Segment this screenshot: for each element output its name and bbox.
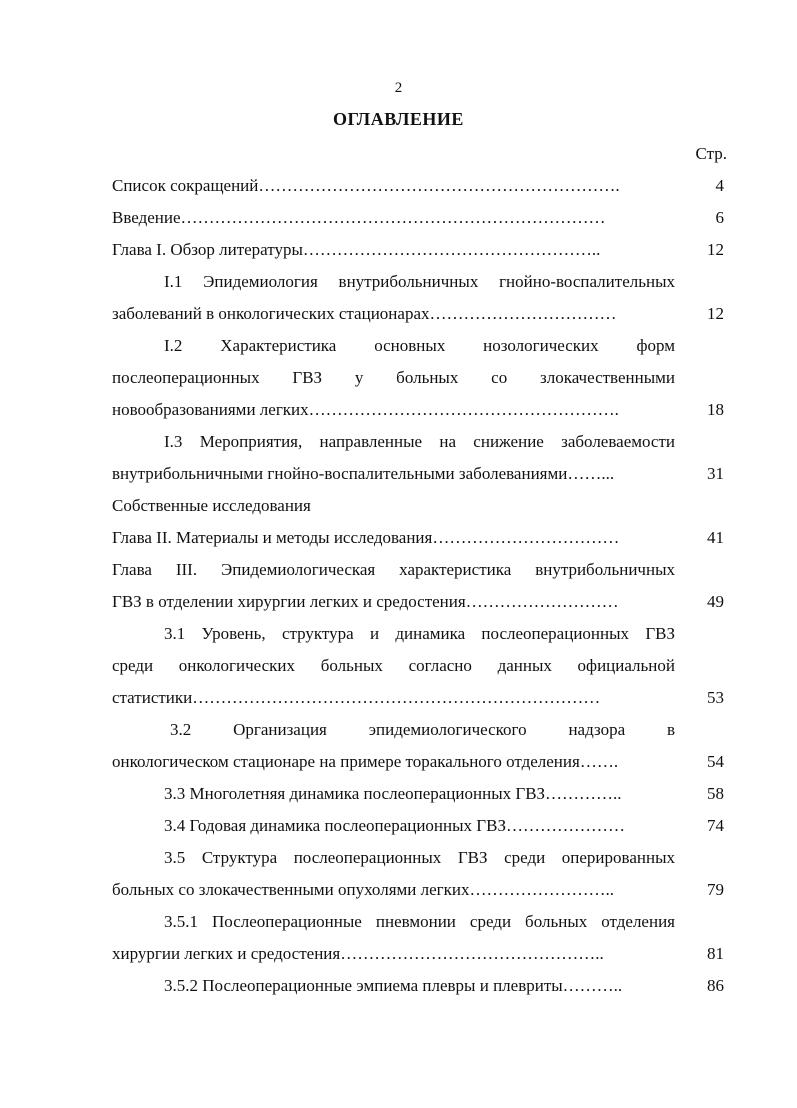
toc-entry-chapter-2 xyxy=(112,526,724,550)
toc-entry-1-1-line1 xyxy=(112,270,724,294)
toc-entry-chapter-3-line2 xyxy=(112,590,724,614)
toc-entry-1-3-line2 xyxy=(112,462,724,486)
toc-entry-text: послеоперационных ГВЗ у больных со злокачественными xyxy=(112,368,675,387)
toc-entry-page: 58 xyxy=(707,784,724,803)
toc-entry-page: 53 xyxy=(707,688,724,707)
toc-entry-text: 3.5.1 Послеоперационные пневмонии среди больных отделения xyxy=(164,912,675,931)
toc-entry-chapter-3-line1 xyxy=(112,558,724,582)
toc-entry-page: 74 xyxy=(707,816,724,835)
toc-entry-text: I.3 Мероприятия, направленные на снижение заболеваемости xyxy=(164,432,675,451)
toc-entry-text: 3.2 Организация эпидемиологического надзора в xyxy=(170,720,675,739)
toc-entry-1-1-line2 xyxy=(112,302,724,326)
toc-entry-3-5-line2 xyxy=(112,878,724,902)
toc-entry-3-1-line3 xyxy=(112,686,724,710)
toc-entry-text: I.2 Характеристика основных нозологических форм xyxy=(164,336,675,355)
toc-entry-text: больных со злокачественными опухолями легких…………………….. xyxy=(112,880,614,899)
toc-entry-page: 81 xyxy=(707,944,724,963)
toc-entry-text: 3.3 Многолетняя динамика послеоперационных ГВЗ………….. xyxy=(164,784,622,803)
toc-entry-text: Введение………………………………………………………………… xyxy=(112,208,606,227)
toc-entry-3-5-1-line2 xyxy=(112,942,724,966)
toc-entry-introduction xyxy=(112,206,724,230)
toc-entry-1-2-line2 xyxy=(112,366,724,390)
toc-entry-page: 79 xyxy=(707,880,724,899)
toc-entry-text: 3.5 Структура послеоперационных ГВЗ среди оперированных xyxy=(164,848,675,867)
toc-entry-chapter-1 xyxy=(112,238,724,262)
toc-entry-page: 54 xyxy=(707,752,724,771)
toc-entry-1-2-line3 xyxy=(112,398,724,422)
toc-entry-page: 86 xyxy=(707,976,724,995)
toc-entry-text: среди онкологических больных согласно данных официальной xyxy=(112,656,675,675)
toc-entry-text: новообразованиями легких………………………………………………. xyxy=(112,400,619,419)
toc-entry-page: 18 xyxy=(707,400,724,419)
toc-entry-text: Список сокращений………………………………………………………. xyxy=(112,176,620,195)
toc-entry-text: внутрибольничными гнойно-воспалительными заболеваниями……... xyxy=(112,464,615,483)
toc-entry-text: Собственные исследования xyxy=(112,496,311,515)
page-number: 2 xyxy=(394,80,403,96)
page-column-header: Стр. xyxy=(695,144,727,163)
toc-entry-page: 41 xyxy=(707,528,724,547)
toc-entry-page: 4 xyxy=(715,176,724,195)
toc-entry-1-3-line1 xyxy=(112,430,724,454)
toc-entry-abbreviations xyxy=(112,174,724,198)
toc-entry-text: статистики……………………………………………………………… xyxy=(112,688,601,707)
toc-entry-3-2-line1 xyxy=(112,718,724,742)
toc-title: ОГЛАВЛЕНИЕ xyxy=(333,109,464,129)
toc-entry-text: I.1 Эпидемиология внутрибольничных гнойно-воспалительных xyxy=(164,272,675,291)
toc-entry-text: заболеваний в онкологических стационарах…………………………… xyxy=(112,304,617,323)
toc-section-own-research xyxy=(112,494,724,518)
toc-entry-3-5-line1 xyxy=(112,846,724,870)
toc-entry-page: 12 xyxy=(707,304,724,323)
toc-entry-text: Глава III. Эпидемиологическая характеристика внутрибольничных xyxy=(112,560,675,579)
toc-entry-3-5-1-line1 xyxy=(112,910,724,934)
toc-entry-3-1-line1 xyxy=(112,622,724,646)
toc-entry-text: 3.5.2 Послеоперационные эмпиема плевры и плевриты……….. xyxy=(164,976,623,995)
toc-entry-page: 49 xyxy=(707,592,724,611)
toc-entry-text: онкологическом стационаре на примере торакального отделения……. xyxy=(112,752,619,771)
toc-entry-1-2-line1 xyxy=(112,334,724,358)
toc-entry-3-5-2 xyxy=(112,974,724,998)
toc-entry-3-1-line2 xyxy=(112,654,724,678)
toc-entry-text: 3.1 Уровень, структура и динамика послеоперационных ГВЗ xyxy=(164,624,675,643)
toc-entry-text: 3.4 Годовая динамика послеоперационных ГВЗ………………… xyxy=(164,816,625,835)
toc-entry-page: 12 xyxy=(707,240,724,259)
toc-entry-text: Глава I. Обзор литературы…………………………………………….. xyxy=(112,240,601,259)
toc-entry-page: 31 xyxy=(707,464,724,483)
toc-entry-3-4 xyxy=(112,814,724,838)
toc-entry-text: ГВЗ в отделении хирургии легких и средостения……………………… xyxy=(112,592,619,611)
toc-entry-text: Глава II. Материалы и методы исследования…………………………… xyxy=(112,528,620,547)
toc-entry-page: 6 xyxy=(715,208,724,227)
toc-entry-text: хирургии легких и средостения……………………………………….. xyxy=(112,944,604,963)
toc-entry-3-2-line2 xyxy=(112,750,724,774)
toc-entry-3-3 xyxy=(112,782,724,806)
